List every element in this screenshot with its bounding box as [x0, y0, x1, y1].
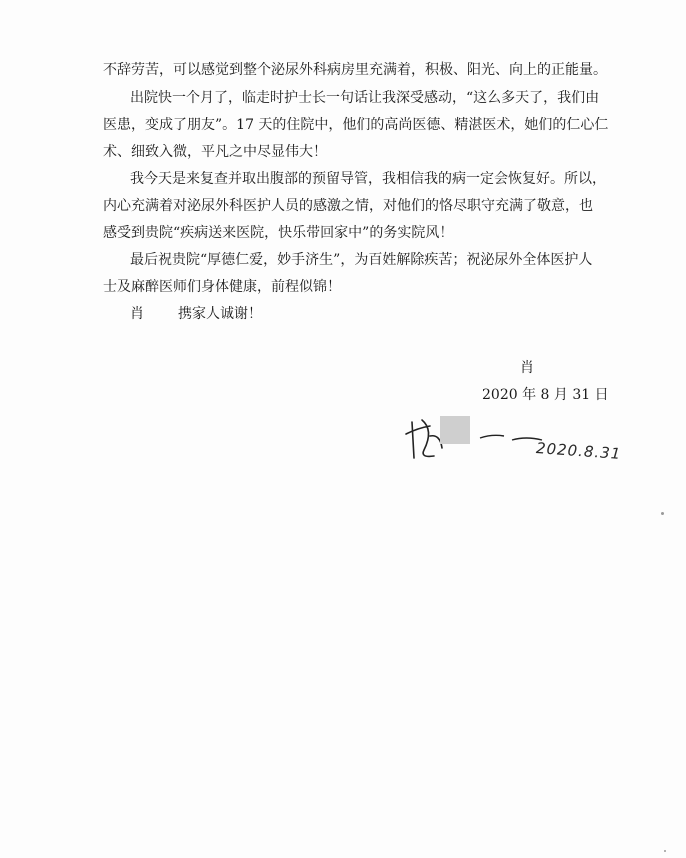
body-line-9: 士及麻醉医师们身体健康，前程似锦！ — [103, 279, 341, 295]
signatory-name: 肖 — [520, 360, 534, 376]
handwritten-signature — [400, 400, 640, 480]
closing-start: 肖 — [130, 306, 144, 322]
body-line-5: 我今天是来复查并取出腹部的预留导管，我相信我的病一定会恢复好。所以， — [130, 171, 606, 187]
scan-speck — [661, 512, 664, 515]
body-line-2: 出院快一个月了，临走时护士长一句话让我深受感动，“这么多天了，我们由 — [130, 90, 600, 106]
body-line-3: 医患，变成了朋友”。17 天的住院中，他们的高尚医德、精湛医术，她们的仁心仁 — [103, 117, 609, 133]
redacted-signature-block — [440, 416, 470, 444]
handwritten-date: 2020.8.31 — [535, 439, 622, 463]
closing-line — [130, 304, 686, 324]
signature-date: 2020 年 8 月 31 日 — [482, 387, 609, 403]
body-line-7: 感受到贵院“疾病送来医院，快乐带回家中”的务实院风！ — [103, 225, 454, 241]
body-line-4: 术、细致入微，平凡之中尽显伟大！ — [103, 144, 327, 160]
body-line-1: 不辞劳苦，可以感觉到整个泌尿外科病房里充满着，积极、阳光、向上的正能量。 — [103, 62, 607, 78]
body-line-8: 最后祝贵院“厚德仁爱，妙手济生”，为百姓解除疾苦；祝泌尿外全体医护人 — [130, 252, 593, 268]
closing-end: 携家人诚谢！ — [178, 306, 262, 322]
scan-speck — [664, 850, 666, 852]
body-line-6: 内心充满着对泌尿外科医护人员的感激之情，对他们的恪尽职守充满了敬意，也 — [103, 198, 593, 214]
